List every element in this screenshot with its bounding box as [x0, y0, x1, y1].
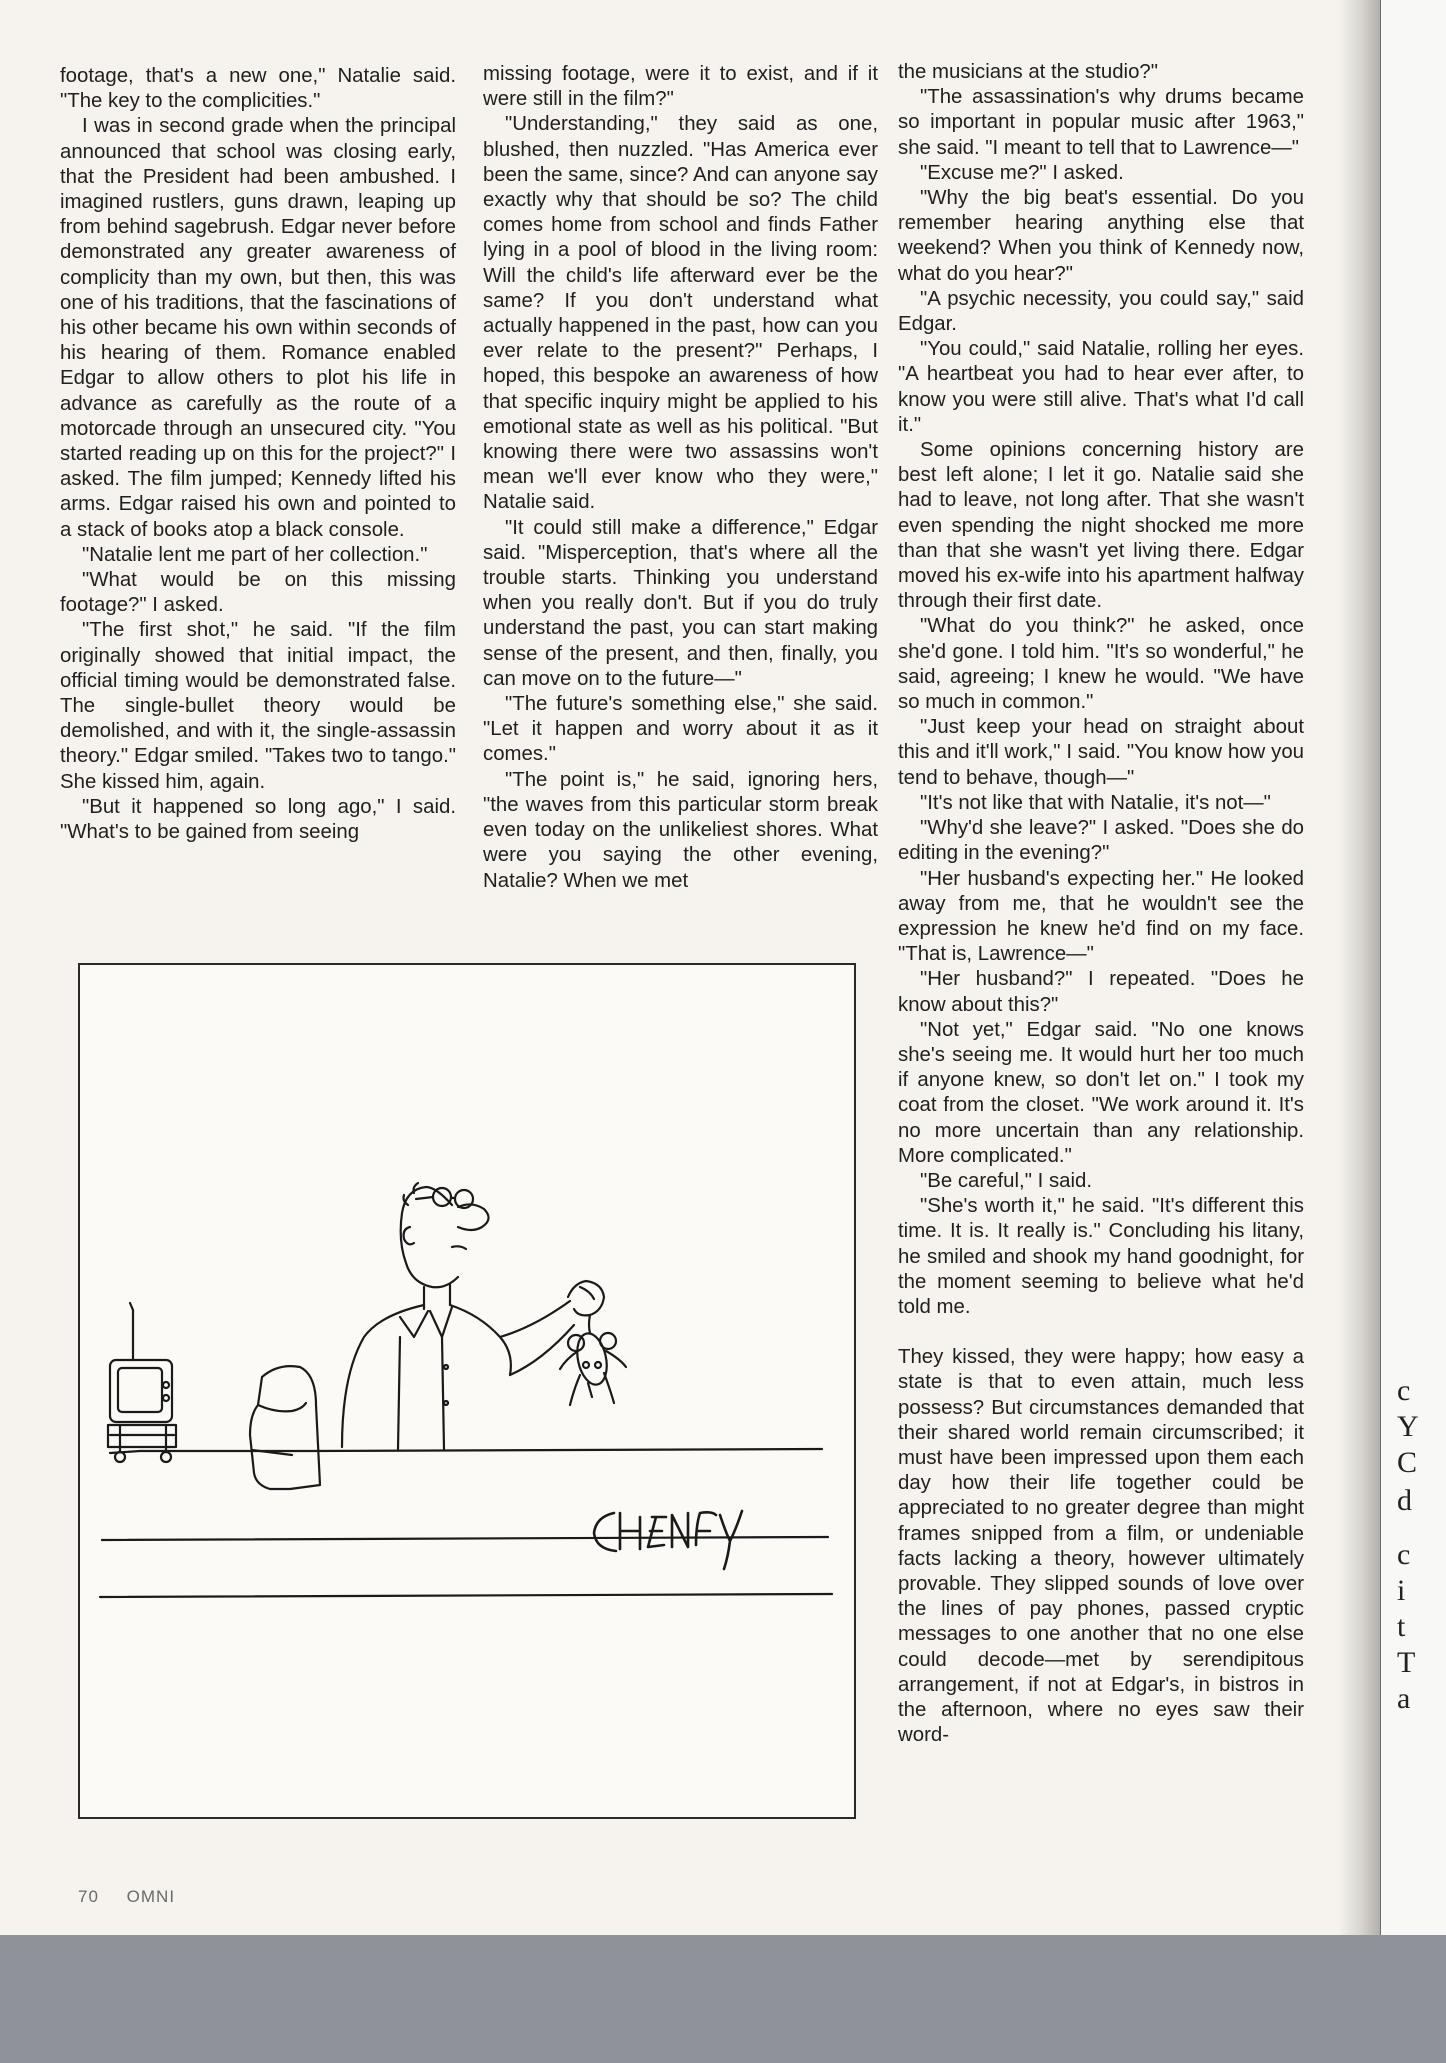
paragraph: "Be careful," I said. — [920, 1169, 1093, 1192]
paragraph: "The point is," he said, ignoring hers, "the waves from this particular storm break even today on the unlikeliest shores. What were you saying the other evening, Natalie? When we met — [483, 768, 878, 892]
paragraph: "A psychic necessity, you could say," said Edgar. — [898, 287, 1304, 336]
paragraph: "Understanding," they said as one, blushed, then nuzzled. "Has America ever been the same, since? And can anyone say exactly why that should be so? The child comes home from school and finds Father lying in a pool of blood in the living room: Will the child's life afterward ever be the same? If you don't understand what actually happened in the past, how can you ever relate to the present?" Perhaps, I hoped, this bespoke an awareness of how that specific inquiry might be applied to his emotional state as well as his political. "But knowing there were two assassins won't mean we'll ever know who they were," Natalie said. — [483, 113, 878, 514]
paragraph: Some opinions concerning history are best left alone; I let it go. Natalie said she had to leave, not long after. That she wasn't even spending the night shocked me more than that she wasn't yet living there. Edgar moved his ex-wife into his apartment halfway through their first date. — [898, 439, 1304, 613]
artist-signature — [594, 1511, 742, 1569]
paragraph: "But it happened so long ago," I said. "What's to be gained from seeing — [60, 795, 456, 844]
armchair-icon — [250, 1366, 320, 1489]
paragraph: "Why the big beat's essential. Do you remember hearing anything else that weekend? When you think of Kennedy now, what do you hear?" — [898, 187, 1304, 285]
page-folio — [78, 1887, 197, 1907]
paragraph: I was in second grade when the principal announced that school was closing early, that the President had been ambushed. I imagined rustlers, guns drawn, leaping up from behind sagebrush. Edgar never before demonstrated any greater awareness of complicity than my own, but then, this was one of his traditions, that the fascinations of his other became his own within seconds of his hearing of them. Romance enabled Edgar to allow others to plot his life in advance as carefully as the route of a motorcade through an unsecured city. "You started reading up on this for the project?" I asked. The film jumped; Kennedy lifted his arms. Edgar raised his own and pointed to a stack of books atop a black console. — [60, 115, 456, 541]
adjacent-page-letter: T — [1397, 1646, 1416, 1679]
text-column-2 — [483, 62, 878, 894]
adjacent-page-letter: i — [1397, 1574, 1406, 1607]
adjacent-page-letter: t — [1397, 1610, 1406, 1643]
text-column-3 — [898, 60, 1304, 1748]
adjacent-page-letter: C — [1397, 1446, 1418, 1479]
paragraph: "Her husband's expecting her." He looked away from me, that he wouldn't see the expression he knew he'd find on my face. "That is, Lawrence—" — [898, 867, 1304, 966]
paragraph: "Not yet," Edgar said. "No one knows she's seeing me. It would hurt her too much if anyone knew, so don't let on." I took my coat from the closet. "We work around it. It's no more uncertain than any relationship. More complicated." — [898, 1018, 1304, 1167]
adjacent-page-edge — [1380, 0, 1446, 1935]
paragraph: missing footage, were it to exist, and if it were still in the film?" — [483, 63, 878, 111]
paragraph: They kissed, they were happy; how easy a state is that to even attain, much less possess? But circumstances demanded that their shared world remain circumscribed; it must have been impressed upon them each day how their life together could be appreciated to no greater degree than might frames snipped from a film, or undeniable facts lacking a theory, however ultimately provable. They slipped sounds of love over the lines of pay phones, passed cryptic messages to one another that no one else could decode—met by serendipitous arrangement, if not at Edgar's, in bistros in the afternoon, where no eyes saw their word- — [898, 1346, 1304, 1747]
adjacent-page-letter: d — [1397, 1484, 1412, 1517]
paragraph: "Natalie lent me part of her collection." — [82, 543, 428, 566]
text-column-1 — [60, 64, 456, 845]
paragraph: "The first shot," he said. "If the film originally showed that initial impact, the official timing would be demonstrated false. The single-bullet theory would be demolished, and with it, the single-assassin theory." Edgar smiled. "Takes two to tango." She kissed him, again. — [60, 619, 456, 793]
paragraph: "What do you think?" he asked, once she'd gone. I told him. "It's so wonderful," he said, agreeing; I knew he would. "We have so much in common." — [898, 615, 1304, 714]
paragraph: "Her husband?" I repeated. "Does he know about this?" — [898, 968, 1304, 1016]
counter-base-line — [100, 1594, 832, 1597]
adjacent-page-letter: Y — [1397, 1410, 1419, 1443]
paragraph: "The future's something else," she said. "Let it happen and worry about it as it comes." — [483, 693, 878, 766]
adjacent-page-letter: c — [1397, 1374, 1411, 1407]
cartoon-drawing — [80, 965, 854, 1817]
page-gutter-shadow — [1338, 0, 1380, 1935]
cartoon-illustration — [78, 963, 856, 1819]
paragraph: "She's worth it," he said. "It's different this time. It is. It really is." Concluding his litany, he smiled and shook my hand goodnight, for the moment seeming to believe what he'd told me. — [898, 1195, 1304, 1318]
scientist-figure — [342, 1183, 604, 1449]
paragraph: "Excuse me?" I asked. — [920, 161, 1124, 184]
tv-set-icon — [108, 1303, 176, 1462]
adjacent-page-letter: c — [1397, 1538, 1411, 1571]
counter-front-line — [102, 1537, 828, 1540]
paragraph: the musicians at the studio?" — [898, 61, 1159, 83]
magazine-name: OMNI — [126, 1887, 176, 1906]
counter-top-line-right — [310, 1449, 822, 1451]
page-number: 70 — [78, 1887, 99, 1906]
paragraph: "What would be on this missing footage?" I asked. — [60, 569, 456, 617]
adjacent-page-letter: a — [1397, 1682, 1411, 1715]
paragraph: footage, that's a new one," Natalie said. "The key to the complicities." — [60, 65, 456, 113]
paragraph: "You could," said Natalie, rolling her eyes. "A heartbeat you had to hear ever after, to know you were still alive. That's what I'd call it." — [898, 338, 1304, 436]
paragraph: "Why'd she leave?" I asked. "Does she do editing in the evening?" — [898, 817, 1304, 865]
paragraph: "It could still make a difference," Edgar said. "Misperception, that's where all the trouble starts. Thinking you understand when you really don't. But if you do truly understand the past, you can start making sense of the present, and then, finally, you can move on to the future—" — [483, 516, 878, 690]
paragraph: "The assassination's why drums became so important in popular music after 1963," she said. "I meant to tell that to Lawrence—" — [898, 86, 1304, 159]
paragraph: "Just keep your head on straight about this and it'll work," I said. "You know how you tend to behave, though—" — [898, 716, 1304, 789]
paragraph: "It's not like that with Natalie, it's not—" — [920, 791, 1271, 814]
